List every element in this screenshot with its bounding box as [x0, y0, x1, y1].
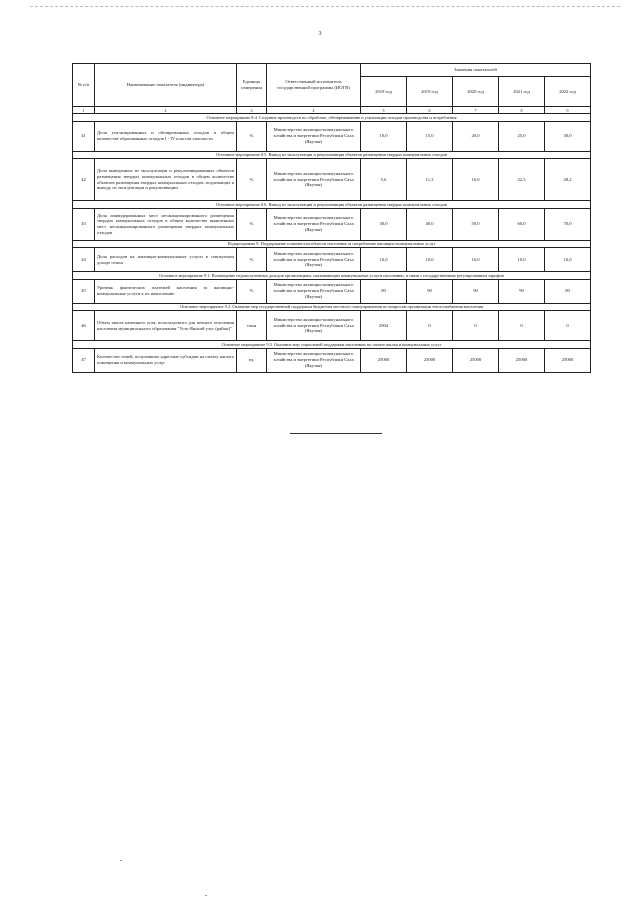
responsible-cell: Министерство жилищно-коммунального хозяйства и энергетики Республики Саха (Якутия) [267, 159, 361, 201]
table-row [73, 348, 591, 372]
section-title: Основное мероприятие 9.2. Оказание мер государственной поддержки бюджетам местного самоуправления по вопросам организации теплоснабжения населения [73, 303, 591, 311]
row-number: 42 [73, 159, 95, 201]
value-cell: 25000 [407, 348, 453, 372]
indicator-name: Доля утилизированных и обезвреженных отходов в общем количестве образованных отходов I - IV классов опасности [95, 121, 237, 151]
header-row-top [73, 64, 591, 77]
value-cell: 25000 [361, 348, 407, 372]
unit-cell: % [237, 208, 267, 240]
value-cell: 25000 [545, 348, 591, 372]
column-numbers-row [73, 107, 591, 114]
indicator-name: Количество семей, получивших адресные субсидии на оплату жилого помещения и коммунальных услуг [95, 348, 237, 372]
section-row [73, 151, 591, 159]
column-number: 5 [361, 107, 407, 114]
value-cell: 15,0 [407, 121, 453, 151]
header-num: № п/п [73, 64, 95, 107]
column-number: 3 [237, 107, 267, 114]
value-cell: 5,6 [361, 159, 407, 201]
unit-cell: % [237, 121, 267, 151]
page-number: 3 [318, 31, 322, 37]
indicator-name: Доля расходов на жилищно-коммунальные услуги в совокупном доходе семьи [95, 248, 237, 272]
value-cell: 25,0 [499, 121, 545, 151]
table-row [73, 121, 591, 151]
indicators-table [72, 63, 591, 373]
value-cell: 25000 [453, 348, 499, 372]
value-cell: 40,0 [407, 208, 453, 240]
section-row [73, 240, 591, 248]
value-cell: 0 [545, 311, 591, 341]
column-number: 7 [453, 107, 499, 114]
section-row [73, 303, 591, 311]
table-row [73, 279, 591, 303]
value-cell: 30,0 [545, 121, 591, 151]
section-title: Основное мероприятие 9.1. Возмещение недополученных доходов организациям, оказывающим коммунальные услуги населению, в связи с государственным регулированием тарифов [73, 272, 591, 280]
value-cell: 10,0 [407, 248, 453, 272]
header-year: 2021 год [499, 77, 545, 107]
scan-speck [205, 895, 207, 896]
value-cell: 90 [545, 279, 591, 303]
responsible-cell: Министерство жилищно-коммунального хозяйства и энергетики Республики Саха (Якутия) [267, 248, 361, 272]
header-indicator-name: Наименование показателя (индикатора) [95, 64, 237, 107]
section-title: Подпрограмма 9. Поддержание платежеспособности населения за потребление жилищно-коммунальных услуг [73, 240, 591, 248]
responsible-cell: Министерство жилищно-коммунального хозяйства и энергетики Республики Саха (Якутия) [267, 279, 361, 303]
section-row [73, 341, 591, 349]
indicator-name: Уровень фактических платежей населения за жилищно-коммунальные услуги к их начислению [95, 279, 237, 303]
row-number: 44 [73, 248, 95, 272]
column-number: 8 [499, 107, 545, 114]
header-values-group: Значения показателей [361, 64, 591, 77]
responsible-cell: Министерство жилищно-коммунального хозяйства и энергетики Республики Саха (Якутия) [267, 208, 361, 240]
section-title: Основное мероприятие 8.5. Вывод из эксплуатации и рекультивация объектов размещения твердых коммунальных отходов [73, 151, 591, 159]
top-edge-rule [30, 6, 620, 7]
value-cell: 0 [499, 311, 545, 341]
column-number: 6 [407, 107, 453, 114]
value-cell: 70,0 [545, 208, 591, 240]
table-row [73, 208, 591, 240]
value-cell: 11,3 [407, 159, 453, 201]
section-title: Основное мероприятие 9.3. Оказание мер социальной поддержки населению по оплате жилья и коммунальных услуг [73, 341, 591, 349]
value-cell: 22,5 [499, 159, 545, 201]
value-cell: 0 [453, 311, 499, 341]
table-row [73, 248, 591, 272]
indicator-name: Доля выведенных из эксплуатации и рекультивированных объектов размещения твердых коммунальных отходов в общем количестве объектов размещения твердых коммунальных отходов, подлежащих к выводу из эксплуатации и рекультивации [95, 159, 237, 201]
unit-cell: % [237, 248, 267, 272]
header-year: 2018 год [361, 77, 407, 107]
value-cell: 10,0 [361, 121, 407, 151]
table-row [73, 159, 591, 201]
value-cell: 90 [453, 279, 499, 303]
column-number: 9 [545, 107, 591, 114]
row-number: 47 [73, 348, 95, 372]
section-title: Основное мероприятие 8.4. Создание производств по обработке, обезвреживанию и утилизации отходов производства и потребления [73, 114, 591, 122]
responsible-cell: Министерство жилищно-коммунального хозяйства и энергетики Республики Саха (Якутия) [267, 311, 361, 341]
section-title: Основное мероприятие 8.6. Вывод из эксплуатации и рекультивация объектов размещения твердых коммунальных отходов [73, 201, 591, 209]
row-number: 46 [73, 311, 95, 341]
column-number: 2 [95, 107, 237, 114]
header-responsible: Ответственный исполнитель государственной программы (ИОГВ) [267, 64, 361, 107]
table-body [73, 114, 591, 373]
row-number: 41 [73, 121, 95, 151]
scan-speck [120, 860, 122, 861]
value-cell: 25000 [499, 348, 545, 372]
unit-cell: % [237, 159, 267, 201]
value-cell: 50,0 [453, 208, 499, 240]
column-number: 4 [267, 107, 361, 114]
indicator-name: Доля ликвидированных мест несанкционированного размещения твердых коммунальных отходов в общем количестве выявленных мест несанкционированного размещения твердых коммунальных отходов [95, 208, 237, 240]
column-number: 1 [73, 107, 95, 114]
value-cell: 90 [499, 279, 545, 303]
value-cell: 16,9 [453, 159, 499, 201]
value-cell: 28,2 [545, 159, 591, 201]
value-cell: 2904 [361, 311, 407, 341]
end-rule [290, 433, 382, 434]
section-row [73, 201, 591, 209]
header-year: 2020 год [453, 77, 499, 107]
header-year: 2022 год [545, 77, 591, 107]
value-cell: 10,0 [499, 248, 545, 272]
header-unit: Единица измерения [237, 64, 267, 107]
row-number: 45 [73, 279, 95, 303]
row-number: 43 [73, 208, 95, 240]
value-cell: 10,0 [361, 248, 407, 272]
value-cell: 90 [407, 279, 453, 303]
responsible-cell: Министерство жилищно-коммунального хозяйства и энергетики Республики Саха (Якутия) [267, 348, 361, 372]
value-cell: 60,0 [499, 208, 545, 240]
responsible-cell: Министерство жилищно-коммунального хозяйства и энергетики Республики Саха (Якутия) [267, 121, 361, 151]
value-cell: 30,0 [361, 208, 407, 240]
indicator-name: Объем завоза каменного угля, используемого для печного отопления населения муниципального образования "Усть-Янский улус (район)" [95, 311, 237, 341]
unit-cell: % [237, 279, 267, 303]
value-cell: 10,0 [453, 248, 499, 272]
section-row [73, 114, 591, 122]
section-row [73, 272, 591, 280]
unit-cell: ед. [237, 348, 267, 372]
table-row [73, 311, 591, 341]
value-cell: 0 [407, 311, 453, 341]
value-cell: 10,0 [545, 248, 591, 272]
value-cell: 20,0 [453, 121, 499, 151]
header-year: 2019 год [407, 77, 453, 107]
unit-cell: тонн [237, 311, 267, 341]
value-cell: 90 [361, 279, 407, 303]
